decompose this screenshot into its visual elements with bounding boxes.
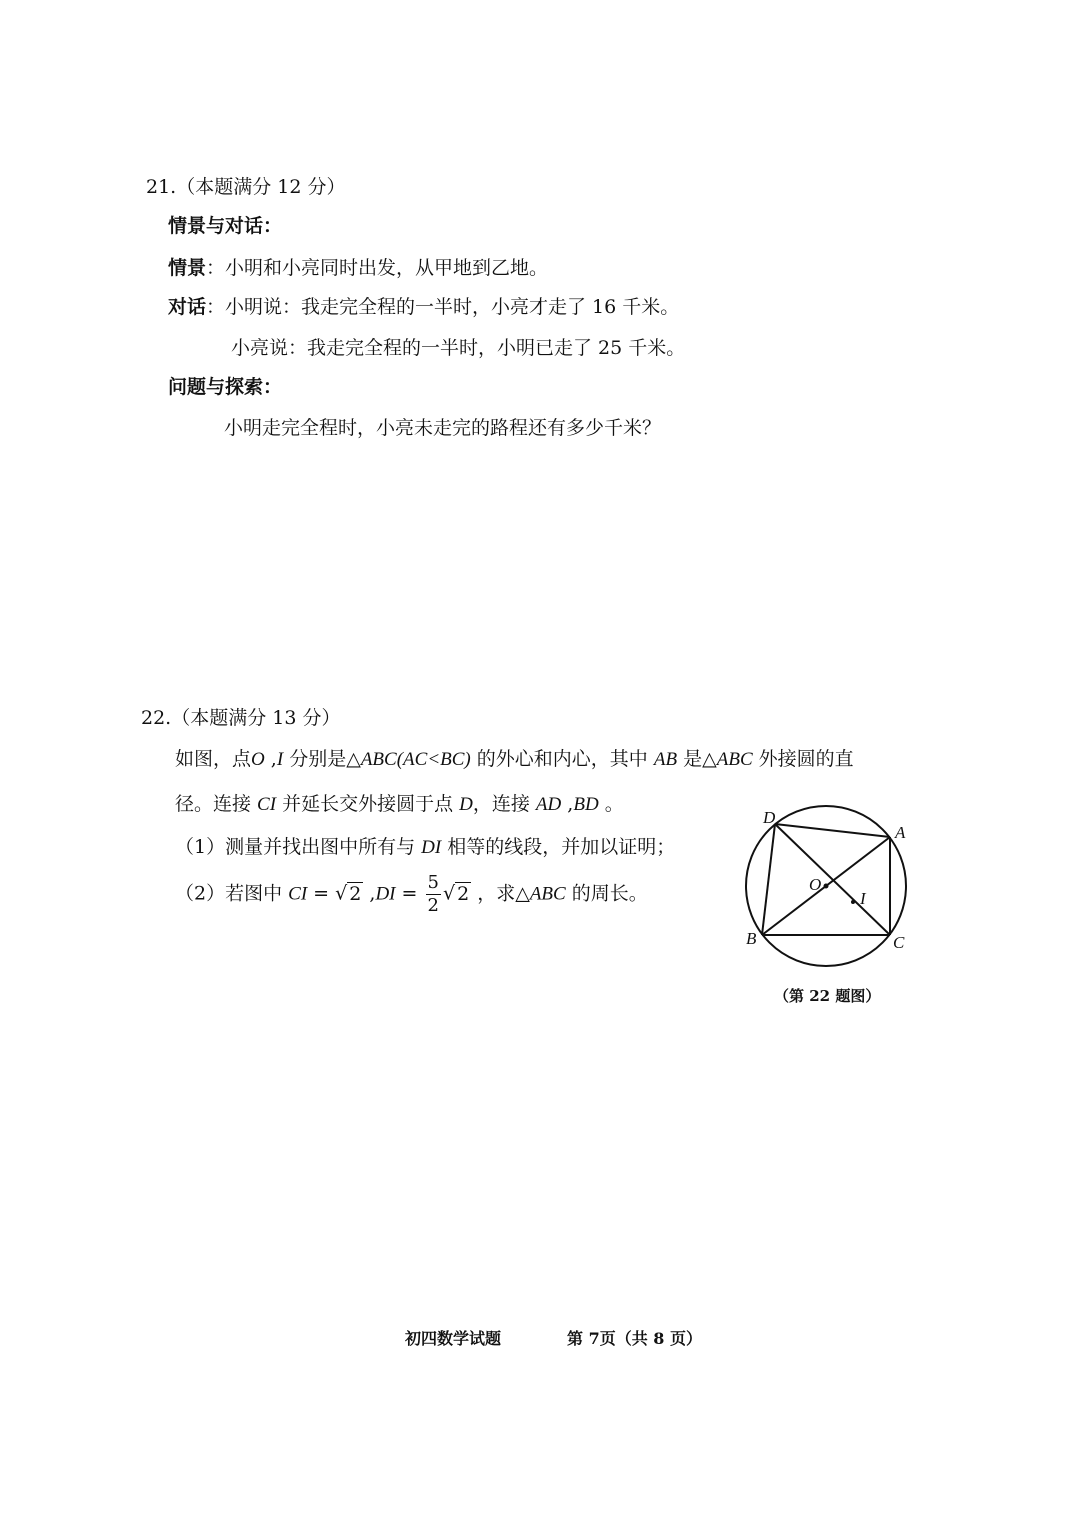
q22-p2-DI: DI xyxy=(375,883,396,905)
q21-problem-title: 问题与探索： xyxy=(168,376,283,398)
q22-p2-sqrt-sign-2: √ xyxy=(442,882,456,905)
q22-l1-e: 外接圆的直 xyxy=(752,748,854,770)
q22-l1-ABC2: ABC xyxy=(716,749,753,770)
q22-l2-b: 并延长交外接圆于点 xyxy=(276,793,460,815)
q21-dialog-label: 对话 xyxy=(168,296,207,318)
q22-p2-sqrt-sign-1: √ xyxy=(335,882,348,905)
q22-p2-fraction xyxy=(426,872,441,917)
q22-l1-ABC1: ABC xyxy=(360,749,397,770)
q21-dialog-2: 小亮说：我走完全程的一半时，小明已走了 25 千米。 xyxy=(231,337,686,359)
q21-scene-title: 情景与对话： xyxy=(168,215,283,237)
q22-l2-CI: CI xyxy=(257,794,277,815)
q22-l2-sep: , xyxy=(561,793,574,815)
q22-p2-b: ，求△ xyxy=(471,882,530,905)
point-O xyxy=(824,884,829,889)
label-O: O xyxy=(809,875,822,894)
q21-header: 21.（本题满分 12 分） xyxy=(146,176,346,198)
q22-l2-d: 。 xyxy=(598,793,624,815)
q22-l1-O: O xyxy=(251,749,265,770)
q22-l1-sep1: , xyxy=(264,748,277,770)
label-I: I xyxy=(860,889,866,908)
q22-p2-c: 的周长。 xyxy=(565,882,648,905)
q22-l1-paren: (AC<BC) xyxy=(396,749,471,770)
segment-DB xyxy=(762,824,775,935)
segment-DA xyxy=(775,824,890,837)
q22-l2-c: ，连接 xyxy=(472,793,536,815)
q22-p2-eq2: = xyxy=(395,882,424,905)
q22-p2-frac-num: 5 xyxy=(427,872,439,893)
q22-p2-a: （2）若图中 xyxy=(175,882,289,905)
q22-p1-DI: DI xyxy=(421,837,442,858)
q22-p2-rad1: 2 xyxy=(349,882,362,905)
q22-p1-b: 相等的线段，并加以证明； xyxy=(441,836,676,858)
q21-question: 小明走完全程时，小亮未走完的路程还有多少千米？ xyxy=(224,417,662,439)
q22-l1-c: 的外心和内心，其中 xyxy=(470,748,654,770)
q22-p2-ABC: ABC xyxy=(529,883,566,905)
q22-l1-d: 是△ xyxy=(677,748,717,770)
q22-p2-CI: CI xyxy=(288,883,308,905)
q22-line-1 xyxy=(175,744,854,771)
q22-l1-AB: AB xyxy=(653,749,678,770)
q21-scene-line xyxy=(168,253,548,280)
q22-l1-b: 分别是△ xyxy=(283,748,361,770)
q22-p2-rad2: 2 xyxy=(457,882,470,905)
q21-scene-label: 情景 xyxy=(168,257,207,279)
label-A: A xyxy=(895,823,906,842)
footer-subject: 初四数学试题 xyxy=(405,1329,502,1348)
segment-DC xyxy=(775,824,890,935)
q22-l2-AD: AD xyxy=(535,794,562,815)
label-D: D xyxy=(763,808,776,827)
q22-p1-a: （1）测量并找出图中所有与 xyxy=(175,836,422,858)
point-I xyxy=(851,900,855,904)
q22-l2-D: D xyxy=(459,794,473,815)
q22-line-2 xyxy=(175,789,624,816)
q22-part-1 xyxy=(175,832,675,859)
q21-scene-text: ：小明和小亮同时出发，从甲地到乙地。 xyxy=(206,257,549,279)
q22-p2-sep: , xyxy=(363,882,376,905)
q22-part-2 xyxy=(175,872,648,917)
q22-figure-caption: （第 22 题图） xyxy=(774,987,881,1005)
q22-l2-BD: BD xyxy=(573,794,599,815)
label-B: B xyxy=(746,929,757,948)
q22-l1-I: I xyxy=(276,749,284,770)
q22-l2-a: 径。连接 xyxy=(175,793,258,815)
q22-p2-eq1: = xyxy=(307,882,336,905)
label-C: C xyxy=(893,933,905,952)
q21-dialog-1: ：小明说：我走完全程的一半时，小亮才走了 16 千米。 xyxy=(206,296,680,318)
q22-figure xyxy=(735,805,925,970)
q22-header: 22.（本题满分 13 分） xyxy=(141,707,341,729)
footer-page-number: 第 7页（共 8 页） xyxy=(567,1329,702,1348)
q21-dialog-line-1 xyxy=(168,292,679,319)
q22-p2-frac-den: 2 xyxy=(427,895,439,916)
q22-l1-a: 如图，点 xyxy=(175,748,252,770)
